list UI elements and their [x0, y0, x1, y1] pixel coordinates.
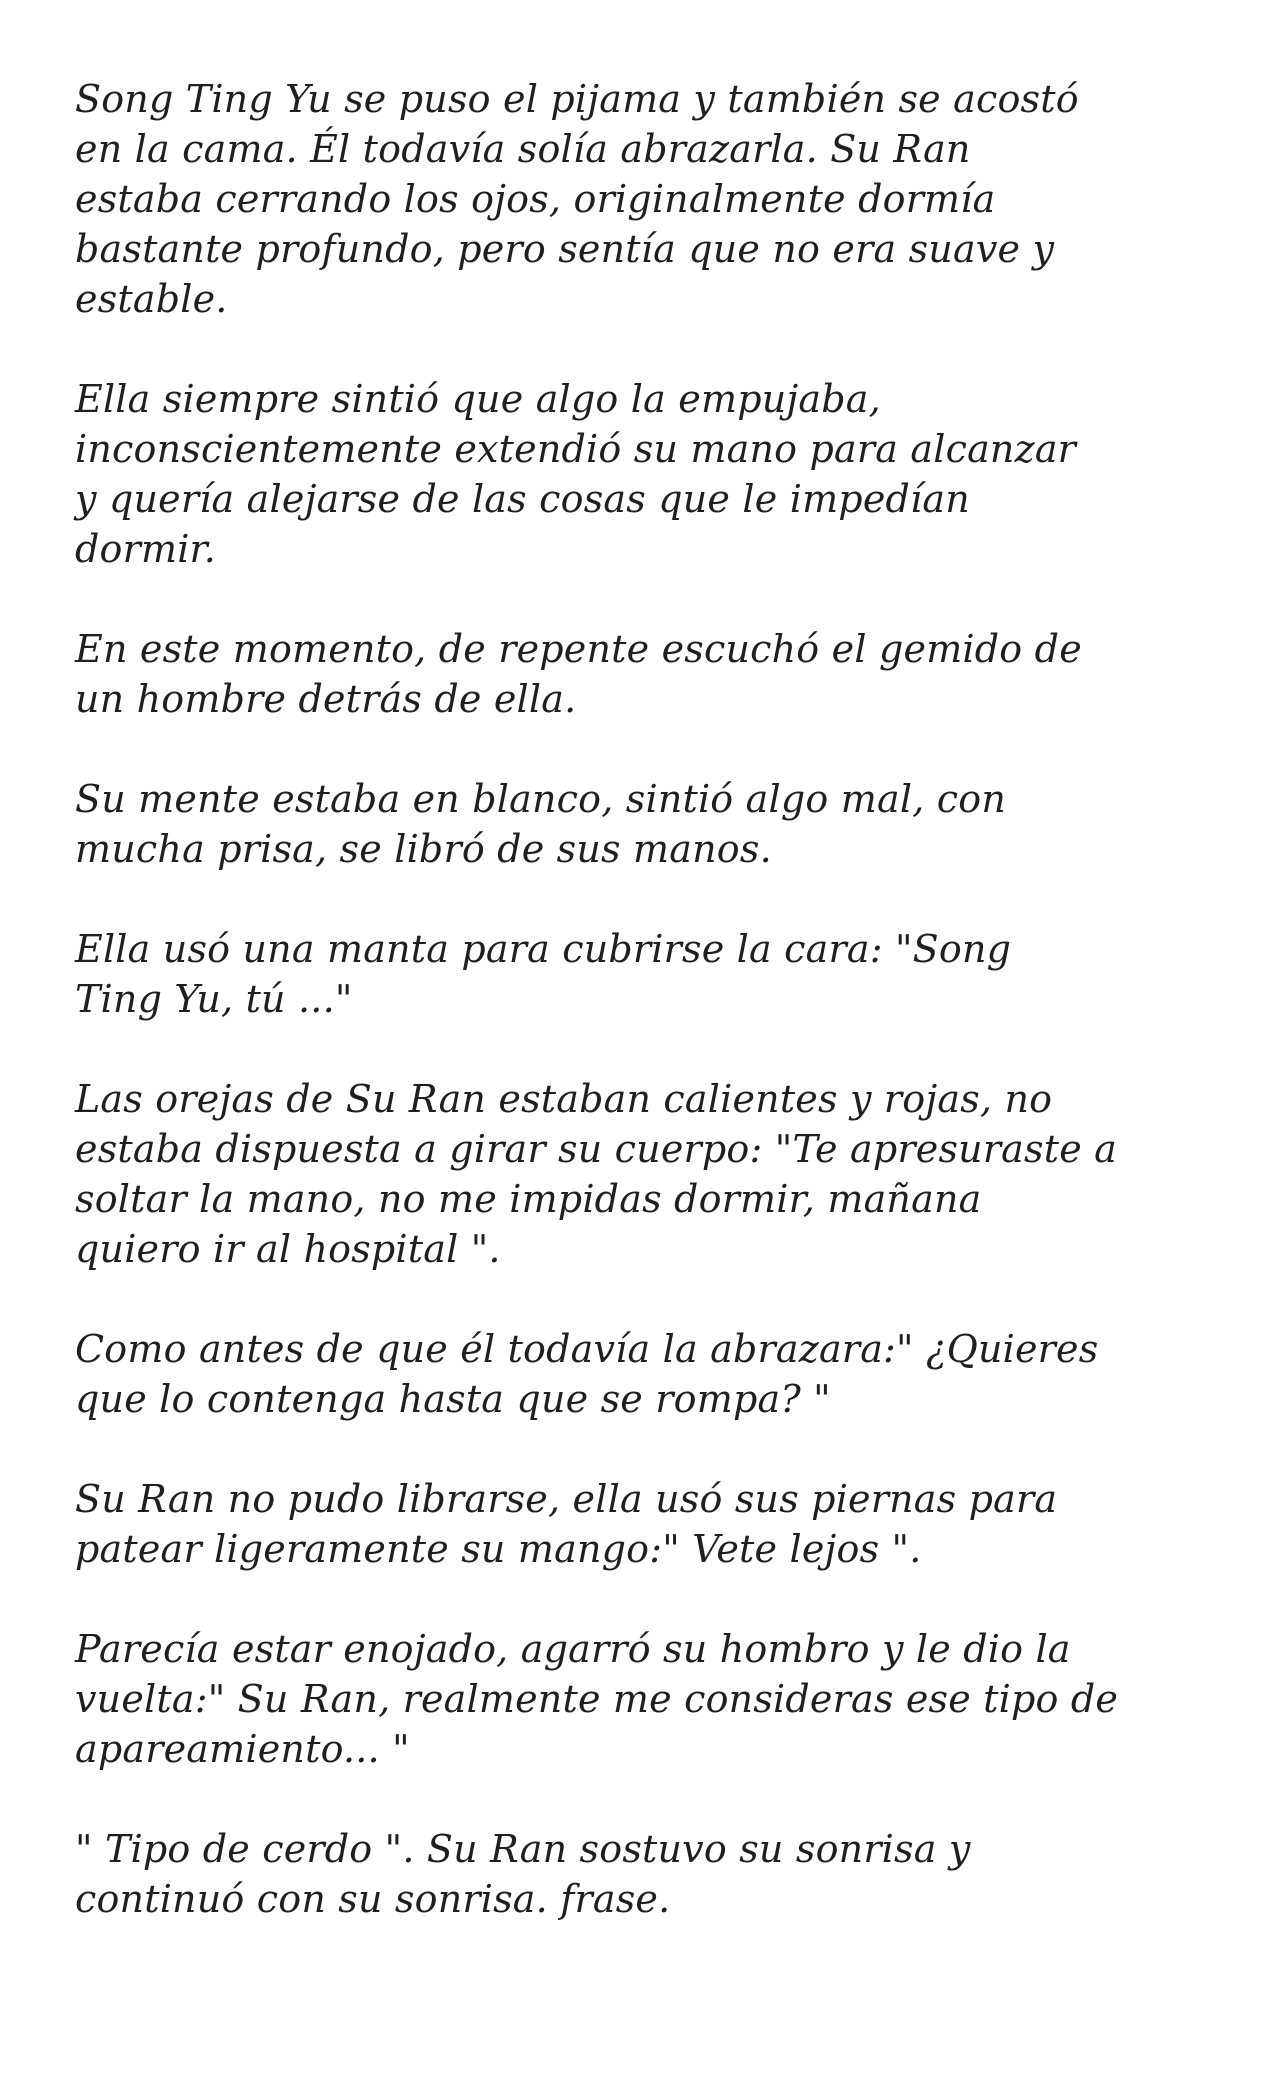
paragraph-8: Su Ran no pudo librarse, ella usó sus piernas para patear ligeramente su mango:" Vete lejos ".: [75, 1477, 1058, 1571]
paragraph-6: Las orejas de Su Ran estaban calientes y rojas, no estaba dispuesta a girar su cuerpo: "Te apresuraste a soltar la mano, no me impidas dormir, mañana quiero ir al hospital ".: [75, 1077, 1118, 1271]
paragraph-1: Song Ting Yu se puso el pijama y también se acostó en la cama. Él todavía solía abrazarla. Su Ran estaba cerrando los ojos, originalmente dormía bastante profundo, pero sentía que no era suave y estable.: [75, 77, 1079, 321]
paragraph-2: Ella siempre sintió que algo la empujaba, inconscientemente extendió su mano para alcanzar y quería alejarse de las cosas que le impedían dormir.: [75, 377, 1077, 571]
paragraph-4: Su mente estaba en blanco, sintió algo mal, con mucha prisa, se libró de sus manos.: [75, 777, 1006, 871]
paragraph-10: " Tipo de cerdo ". Su Ran sostuvo su sonrisa y continuó con su sonrisa. frase.: [75, 1827, 971, 1921]
paragraph-7: Como antes de que él todavía la abrazara:" ¿Quieres que lo contenga hasta que se rompa? ": [75, 1327, 1099, 1421]
paragraph-9: Parecía estar enojado, agarró su hombro y le dio la vuelta:" Su Ran, realmente me consideras ese tipo de apareamiento... ": [75, 1627, 1119, 1771]
paragraph-5: Ella usó una manta para cubrirse la cara: "Song Ting Yu, tú ...": [75, 927, 1012, 1021]
document-body: [75, 74, 1215, 1924]
paragraph-3: En este momento, de repente escuchó el gemido de un hombre detrás de ella.: [75, 627, 1082, 721]
